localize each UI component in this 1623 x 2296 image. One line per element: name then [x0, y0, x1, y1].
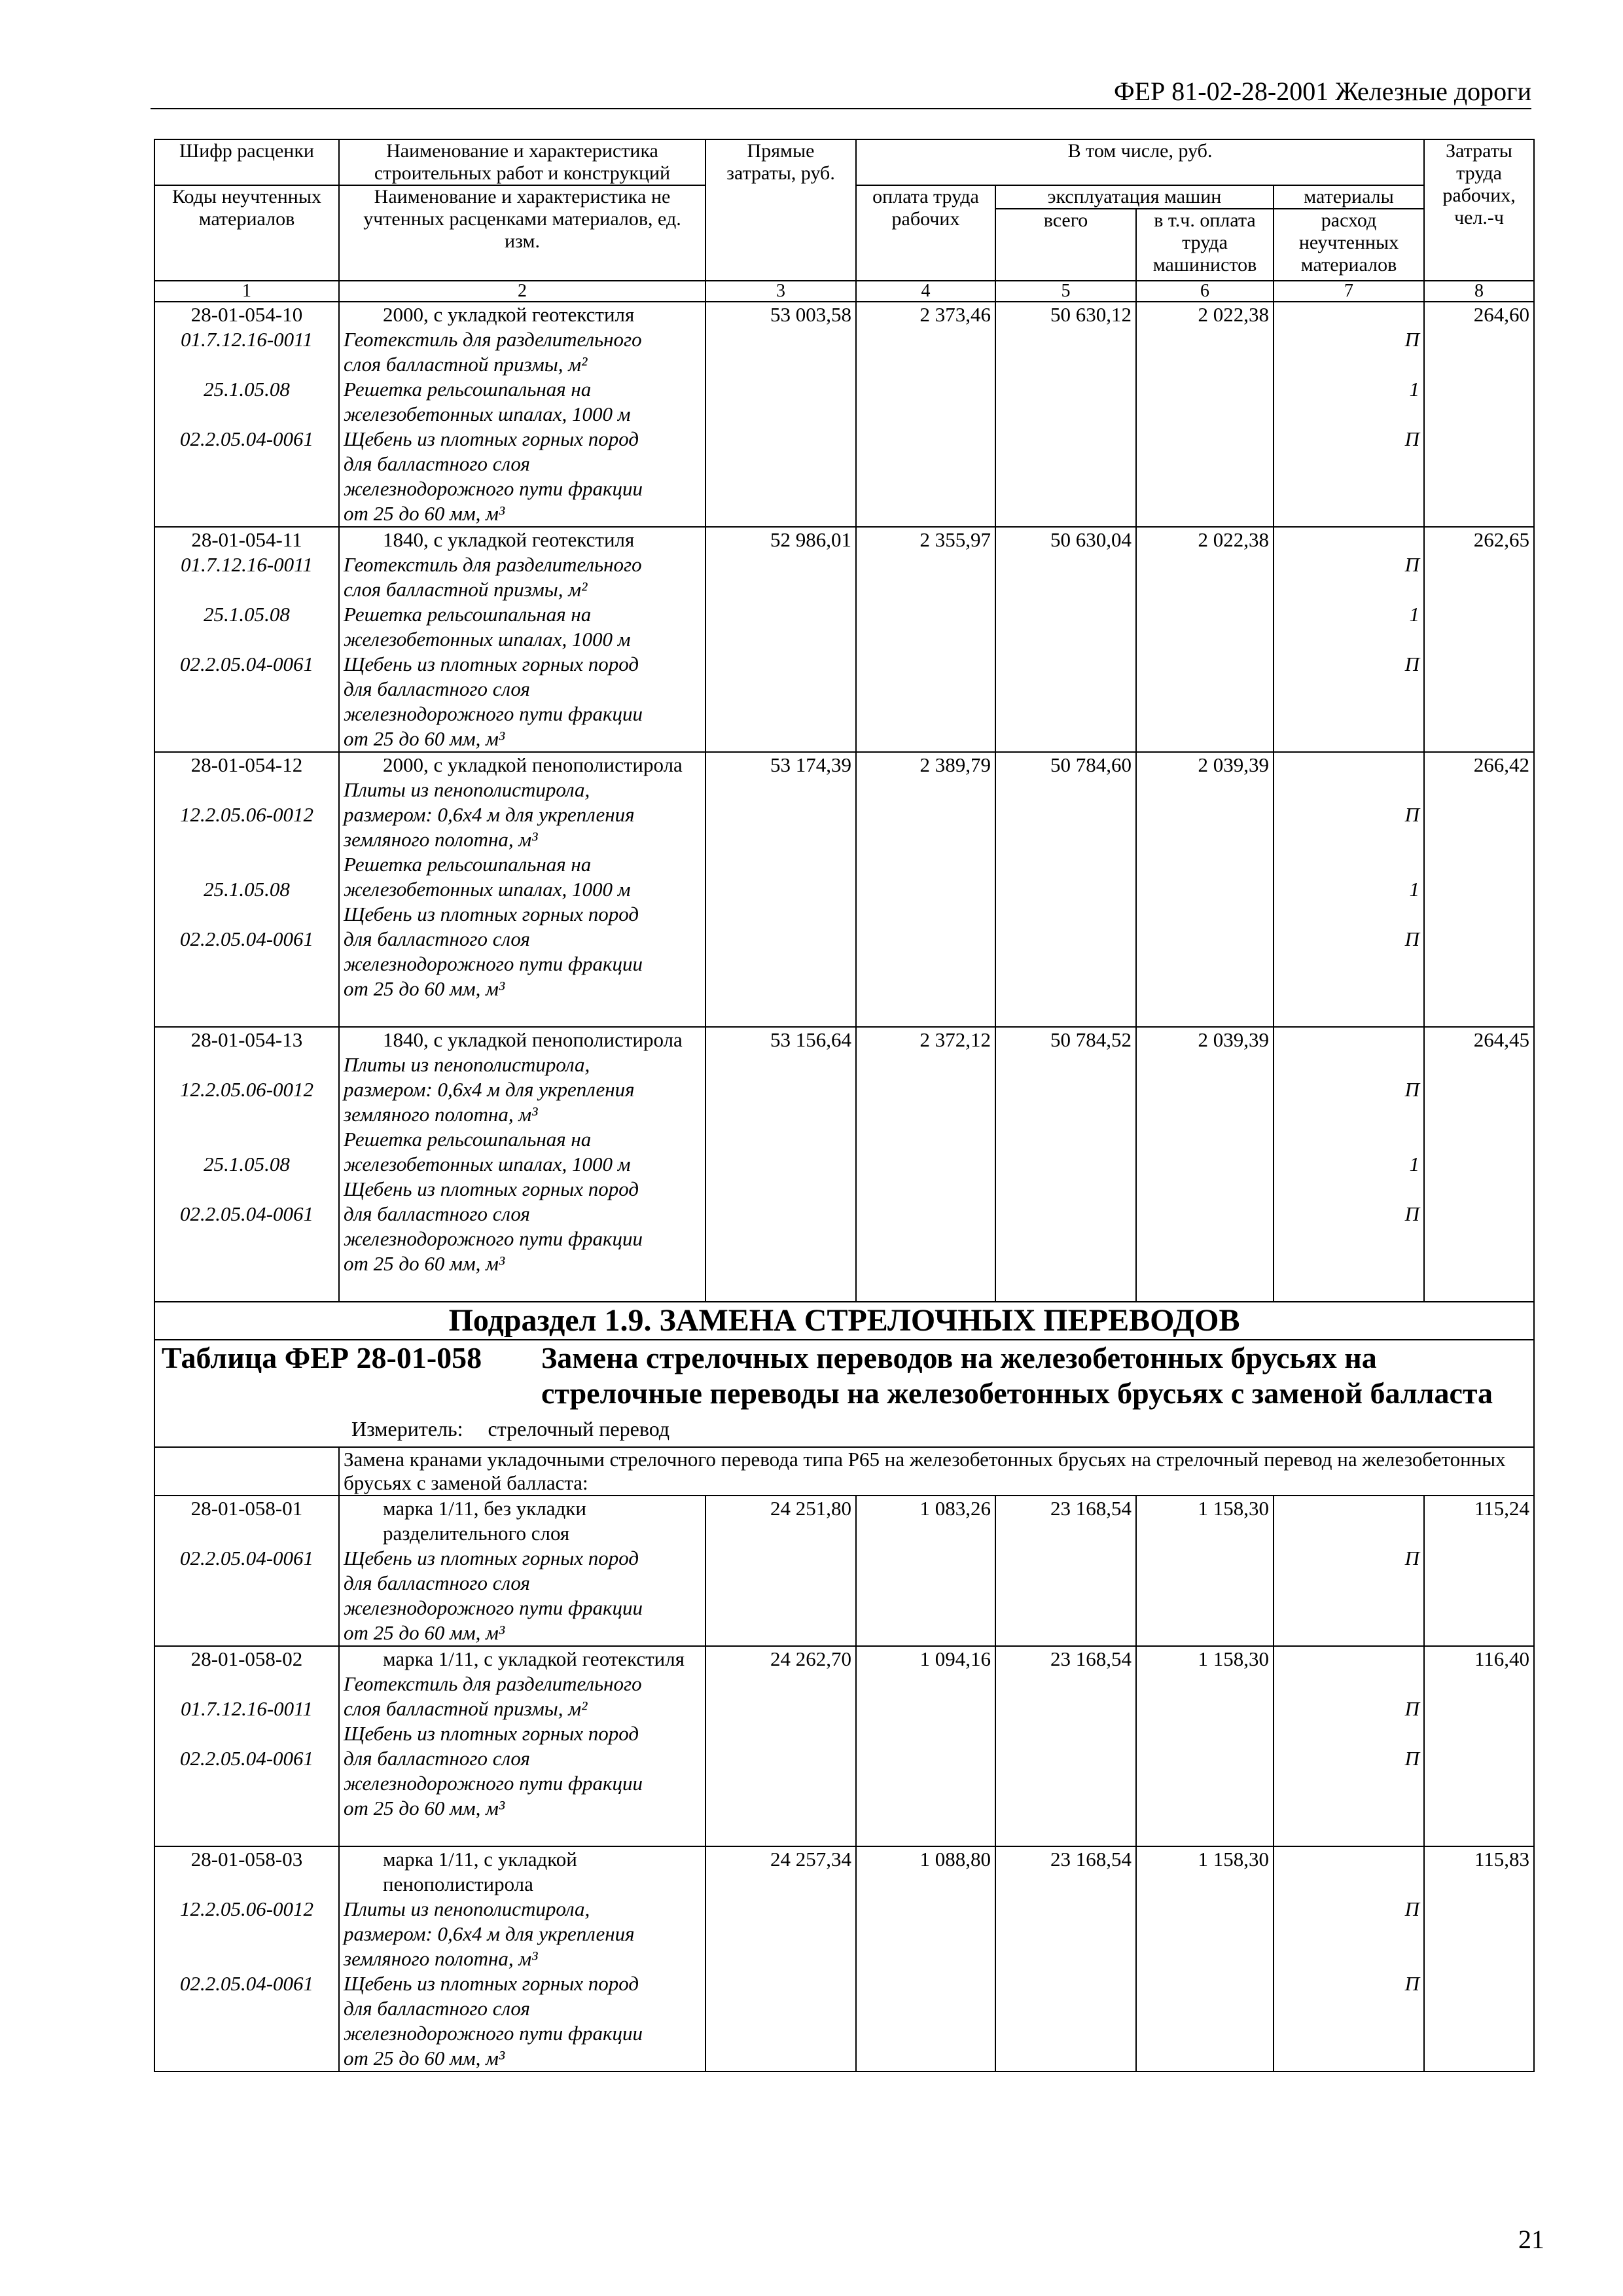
rate-row — [154, 1027, 1534, 1302]
subsection-title: Подраздел 1.9. ЗАМЕНА СТРЕЛОЧНЫХ ПЕРЕВОДОВ — [154, 1302, 1534, 1340]
row-spacer — [1278, 1028, 1419, 1077]
header-machines: эксплуатация машин — [995, 185, 1274, 209]
material-code: 02.2.05.04-0061 — [179, 1972, 314, 1995]
row-spacer — [159, 778, 334, 802]
material-code: 02.2.05.04-0061 — [179, 1547, 314, 1570]
rate-row — [154, 1846, 1534, 2072]
material-code: 25.1.05.08 — [204, 878, 290, 901]
machines-total-cell: 50 630,12 — [995, 302, 1136, 527]
material-name-line: железнодорожного пути фракции — [344, 952, 643, 975]
machinists-pay-cell: 1 158,30 — [1136, 1846, 1274, 2072]
machines-total-cell: 23 168,54 — [995, 1646, 1136, 1846]
header-materials-consumption: расход неучтенных материалов — [1274, 209, 1424, 281]
rate-code-cell — [154, 1646, 339, 1846]
measure-label: Измеритель: — [351, 1417, 463, 1441]
labor-pay-cell: 2 372,12 — [856, 1027, 995, 1302]
material-name-line: Решетка рельсошпальная на — [344, 1128, 592, 1151]
row-spacer — [1278, 1496, 1419, 1546]
material-name-line: для балластного слоя — [344, 1571, 530, 1594]
labor-pay-cell: 1 088,80 — [856, 1846, 995, 2072]
material-qty: П — [1404, 1078, 1420, 1101]
labor-pay-cell: 1 083,26 — [856, 1496, 995, 1646]
material-code: 02.2.05.04-0061 — [179, 1747, 314, 1770]
col-num: 6 — [1136, 281, 1274, 302]
machinists-pay-cell: 2 022,38 — [1136, 302, 1274, 527]
material-code: 02.2.05.04-0061 — [179, 927, 314, 950]
table-header-row-1 — [154, 139, 1534, 185]
material-name-line: Щебень из плотных горных пород — [344, 1972, 639, 1995]
row-spacer — [159, 1521, 334, 1546]
material-qty: 1 — [1409, 878, 1420, 901]
material-name-line: железнодорожного пути фракции — [344, 2022, 643, 2045]
material-code: 01.7.12.16-0011 — [181, 328, 313, 351]
material-name-line: Геотекстиль для разделительного — [344, 1672, 642, 1695]
row-spacer — [159, 1872, 334, 1897]
material-name-line: Щебень из плотных горных пород — [344, 1177, 639, 1200]
header-incl: В том числе, руб. — [856, 139, 1424, 185]
material-name-line: для балластного слоя — [344, 927, 530, 950]
direct-costs-cell: 24 262,70 — [705, 1646, 856, 1846]
labor-hours-cell: 264,45 — [1424, 1027, 1534, 1302]
material-qty: 1 — [1409, 1153, 1420, 1175]
material-name-line: Решетка рельсошпальная на — [344, 603, 592, 626]
material-qty: П — [1404, 1547, 1420, 1570]
header-labor-costs: Затраты труда рабочих, чел.-ч — [1424, 139, 1534, 281]
machines-total-cell: 23 168,54 — [995, 1846, 1136, 2072]
material-qty: П — [1404, 427, 1420, 450]
material-qty: П — [1404, 1747, 1420, 1770]
header-materials: материалы — [1274, 185, 1424, 209]
measure-value: стрелочный перевод — [488, 1417, 670, 1441]
rate-code-cell — [154, 302, 339, 527]
material-code: 12.2.05.06-0012 — [179, 1078, 314, 1101]
rate-name-cell — [339, 1496, 705, 1646]
material-name-line: Щебень из плотных горных пород — [344, 1547, 639, 1570]
material-code: 02.2.05.04-0061 — [179, 653, 314, 675]
rate-code: 28-01-054-10 — [190, 303, 303, 326]
rate-name: 1840, с укладкой пенополистирола — [383, 1028, 683, 1051]
machinists-pay-cell: 1 158,30 — [1136, 1646, 1274, 1846]
rate-code-cell — [154, 1496, 339, 1646]
rate-code-cell — [154, 1846, 339, 2072]
material-name-line: железобетонных шпалах, 1000 м — [344, 1153, 631, 1175]
labor-hours-cell: 115,83 — [1424, 1846, 1534, 2072]
labor-hours-cell: 116,40 — [1424, 1646, 1534, 1846]
material-code: 01.7.12.16-0011 — [181, 1697, 313, 1720]
material-name-line: от 25 до 60 мм, м³ — [344, 502, 505, 525]
rate-name-cell — [339, 1846, 705, 2072]
direct-costs-cell: 53 003,58 — [705, 302, 856, 527]
col-num: 4 — [856, 281, 995, 302]
table-title-text: Замена стрелочных переводов на железобетонных брусьях на стрелочные переводы на железобетонных брусьях с заменой балласта — [541, 1341, 1493, 1410]
material-name-line: железнодорожного пути фракции — [344, 1596, 643, 1619]
direct-costs-cell: 52 986,01 — [705, 527, 856, 752]
material-name-line: железнодорожного пути фракции — [344, 1227, 643, 1250]
machinists-pay-cell: 2 039,39 — [1136, 752, 1274, 1027]
material-name-line: от 25 до 60 мм, м³ — [344, 1252, 505, 1275]
material-name-line: земляного полотна, м³ — [344, 1103, 538, 1126]
materials-consumption-cell — [1274, 752, 1424, 1027]
material-qty: П — [1404, 803, 1420, 826]
material-name-line: слоя балластной призмы, м² — [344, 578, 588, 601]
material-name-line: земляного полотна, м³ — [344, 828, 538, 851]
material-name-line: для балластного слоя — [344, 452, 530, 475]
rate-name: 1840, с укладкой геотекстиля — [383, 528, 635, 551]
material-name-line: слоя балластной призмы, м² — [344, 353, 588, 376]
material-name-line: слоя балластной призмы, м² — [344, 1697, 588, 1720]
rate-name-cell — [339, 527, 705, 752]
materials-consumption-cell — [1274, 1496, 1424, 1646]
header-direct-costs: Прямые затраты, руб. — [705, 139, 856, 281]
row-spacer — [1278, 302, 1419, 327]
rate-code: 28-01-054-13 — [190, 1028, 303, 1051]
rate-code: 28-01-054-12 — [190, 753, 303, 776]
rate-row — [154, 302, 1534, 527]
direct-costs-cell: 24 251,80 — [705, 1496, 856, 1646]
direct-costs-cell: 53 174,39 — [705, 752, 856, 1027]
material-name-line: размером: 0,6х4 м для укрепления — [344, 1078, 635, 1101]
material-qty: П — [1404, 1697, 1420, 1720]
rate-code-cell — [154, 1027, 339, 1302]
rate-code-cell — [154, 527, 339, 752]
rate-name: марка 1/11, без укладки разделительного слоя — [383, 1497, 586, 1545]
material-name-line: для балластного слоя — [344, 1997, 530, 2020]
rate-name-cell — [339, 1646, 705, 1846]
header-name-char: Наименование и характеристика строительных работ и конструкций — [339, 139, 705, 185]
rate-name-cell — [339, 302, 705, 527]
material-name-line: Плиты из пенополистирола, — [344, 1053, 590, 1076]
material-qty: П — [1404, 553, 1420, 576]
labor-pay-cell: 1 094,16 — [856, 1646, 995, 1846]
material-name-line: Щебень из плотных горных пород — [344, 1722, 639, 1745]
rate-name: 2000, с укладкой пенополистирола — [383, 753, 683, 776]
material-name-line: железобетонных шпалах, 1000 м — [344, 878, 631, 901]
material-qty: П — [1404, 1972, 1420, 1995]
material-name-line: от 25 до 60 мм, м³ — [344, 977, 505, 1000]
material-name-line: от 25 до 60 мм, м³ — [344, 1621, 505, 1644]
labor-pay-cell: 2 355,97 — [856, 527, 995, 752]
materials-consumption-cell — [1274, 302, 1424, 527]
rate-name: 2000, с укладкой геотекстиля — [383, 303, 635, 326]
machinists-pay-cell: 2 022,38 — [1136, 527, 1274, 752]
machinists-pay-cell: 1 158,30 — [1136, 1496, 1274, 1646]
material-name-line: Щебень из плотных горных пород — [344, 427, 639, 450]
column-numbers-row — [154, 281, 1534, 302]
labor-pay-cell: 2 373,46 — [856, 302, 995, 527]
header-codes-unaccounted: Коды неучтенных материалов — [154, 185, 339, 281]
material-code: 25.1.05.08 — [204, 603, 290, 626]
material-code: 12.2.05.06-0012 — [179, 803, 314, 826]
material-name-line: железобетонных шпалах, 1000 м — [344, 403, 631, 425]
rate-code: 28-01-058-02 — [190, 1647, 303, 1670]
material-qty: П — [1404, 927, 1420, 950]
row-spacer — [159, 1672, 334, 1696]
material-name-line: Геотекстиль для разделительного — [344, 328, 642, 351]
machines-total-cell: 50 784,52 — [995, 1027, 1136, 1302]
material-name-line: Решетка рельсошпальная на — [344, 853, 592, 876]
materials-consumption-cell — [1274, 527, 1424, 752]
material-name-line: размером: 0,6х4 м для укрепления — [344, 803, 635, 826]
material-code: 02.2.05.04-0061 — [179, 1202, 314, 1225]
material-code: 02.2.05.04-0061 — [179, 427, 314, 450]
material-code: 25.1.05.08 — [204, 378, 290, 401]
machines-total-cell: 23 168,54 — [995, 1496, 1136, 1646]
labor-pay-cell: 2 389,79 — [856, 752, 995, 1027]
header-name-unaccounted: Наименование и характеристика не учтенных расценками материалов, ед. изм. — [339, 185, 705, 281]
material-name-line: Плиты из пенополистирола, — [344, 1897, 590, 1920]
material-name-line: Щебень из плотных горных пород — [344, 903, 639, 925]
rate-row — [154, 1496, 1534, 1646]
material-name-line: для балластного слоя — [344, 1202, 530, 1225]
col-num: 7 — [1274, 281, 1424, 302]
row-spacer — [1278, 1847, 1419, 1897]
rate-name-cell — [339, 1027, 705, 1302]
header-cipher: Шифр расценки — [154, 139, 339, 185]
material-name-line: для балластного слоя — [344, 1747, 530, 1770]
rate-row — [154, 752, 1534, 1027]
col-num: 5 — [995, 281, 1136, 302]
rate-name: марка 1/11, с укладкой геотекстиля — [383, 1647, 685, 1670]
material-qty: П — [1404, 328, 1420, 351]
rate-code: 28-01-058-03 — [190, 1848, 303, 1871]
material-name-line: земляного полотна, м³ — [344, 1947, 538, 1970]
labor-hours-cell: 264,60 — [1424, 302, 1534, 527]
material-name-line: железнодорожного пути фракции — [344, 702, 643, 725]
rate-row — [154, 1646, 1534, 1846]
direct-costs-cell: 24 257,34 — [705, 1846, 856, 2072]
labor-hours-cell: 262,65 — [1424, 527, 1534, 752]
table-description: Замена кранами укладочными стрелочного перевода типа Р65 на железобетонных брусьях на стрелочный перевод на железобетонных брусьях с заменой балласта: — [339, 1447, 1534, 1496]
direct-costs-cell: 53 156,64 — [705, 1027, 856, 1302]
row-spacer — [1278, 1647, 1419, 1696]
material-qty: 1 — [1409, 603, 1420, 626]
col-num: 1 — [154, 281, 339, 302]
labor-hours-cell: 266,42 — [1424, 752, 1534, 1027]
material-qty: П — [1404, 653, 1420, 675]
running-header: ФЕР 81-02-28-2001 Железные дороги — [151, 75, 1531, 109]
material-name-line: Решетка рельсошпальная на — [344, 378, 592, 401]
machines-total-cell: 50 784,60 — [995, 752, 1136, 1027]
material-name-line: железнодорожного пути фракции — [344, 477, 643, 500]
material-qty: П — [1404, 1202, 1420, 1225]
page-number: 21 — [1518, 2225, 1544, 2254]
materials-consumption-cell — [1274, 1646, 1424, 1846]
material-qty: 1 — [1409, 378, 1420, 401]
machines-total-cell: 50 630,04 — [995, 527, 1136, 752]
row-spacer — [1278, 528, 1419, 552]
material-name-line: от 25 до 60 мм, м³ — [344, 727, 505, 750]
materials-consumption-cell — [1274, 1846, 1424, 2072]
labor-hours-cell: 115,24 — [1424, 1496, 1534, 1646]
table-title-row — [154, 1340, 1534, 1447]
materials-consumption-cell — [1274, 1027, 1424, 1302]
rate-code: 28-01-054-11 — [191, 528, 302, 551]
material-name-line: для балластного слоя — [344, 677, 530, 700]
row-spacer — [159, 1052, 334, 1077]
machinists-pay-cell: 2 039,39 — [1136, 1027, 1274, 1302]
description-row — [154, 1447, 1534, 1496]
rate-code-cell — [154, 752, 339, 1027]
material-code: 25.1.05.08 — [204, 1153, 290, 1175]
table-title-label: Таблица ФЕР 28-01-058 — [162, 1341, 482, 1374]
material-qty: П — [1404, 1897, 1420, 1920]
rate-row — [154, 527, 1534, 752]
material-name-line: размером: 0,6х4 м для укрепления — [344, 1922, 635, 1945]
col-num: 3 — [705, 281, 856, 302]
rates-table — [154, 139, 1535, 2072]
material-name-line: Геотекстиль для разделительного — [344, 553, 642, 576]
material-name-line: от 25 до 60 мм, м³ — [344, 2047, 505, 2070]
header-machinists-pay: в т.ч. оплата труда машинистов — [1136, 209, 1274, 281]
rate-name: марка 1/11, с укладкой пенополистирола — [383, 1848, 577, 1895]
rate-code: 28-01-058-01 — [190, 1497, 303, 1520]
col-num: 2 — [339, 281, 705, 302]
subsection-row — [154, 1302, 1534, 1340]
material-name-line: Плиты из пенополистирола, — [344, 778, 590, 801]
material-name-line: от 25 до 60 мм, м³ — [344, 1797, 505, 1820]
material-name-line: железнодорожного пути фракции — [344, 1772, 643, 1795]
row-spacer — [1278, 753, 1419, 802]
header-machines-total: всего — [995, 209, 1136, 281]
material-code: 12.2.05.06-0012 — [179, 1897, 314, 1920]
material-name-line: Щебень из плотных горных пород — [344, 653, 639, 675]
rate-name-cell — [339, 752, 705, 1027]
material-name-line: железобетонных шпалах, 1000 м — [344, 628, 631, 651]
col-num: 8 — [1424, 281, 1534, 302]
material-code: 01.7.12.16-0011 — [181, 553, 313, 576]
header-labor-pay: оплата труда рабочих — [856, 185, 995, 281]
